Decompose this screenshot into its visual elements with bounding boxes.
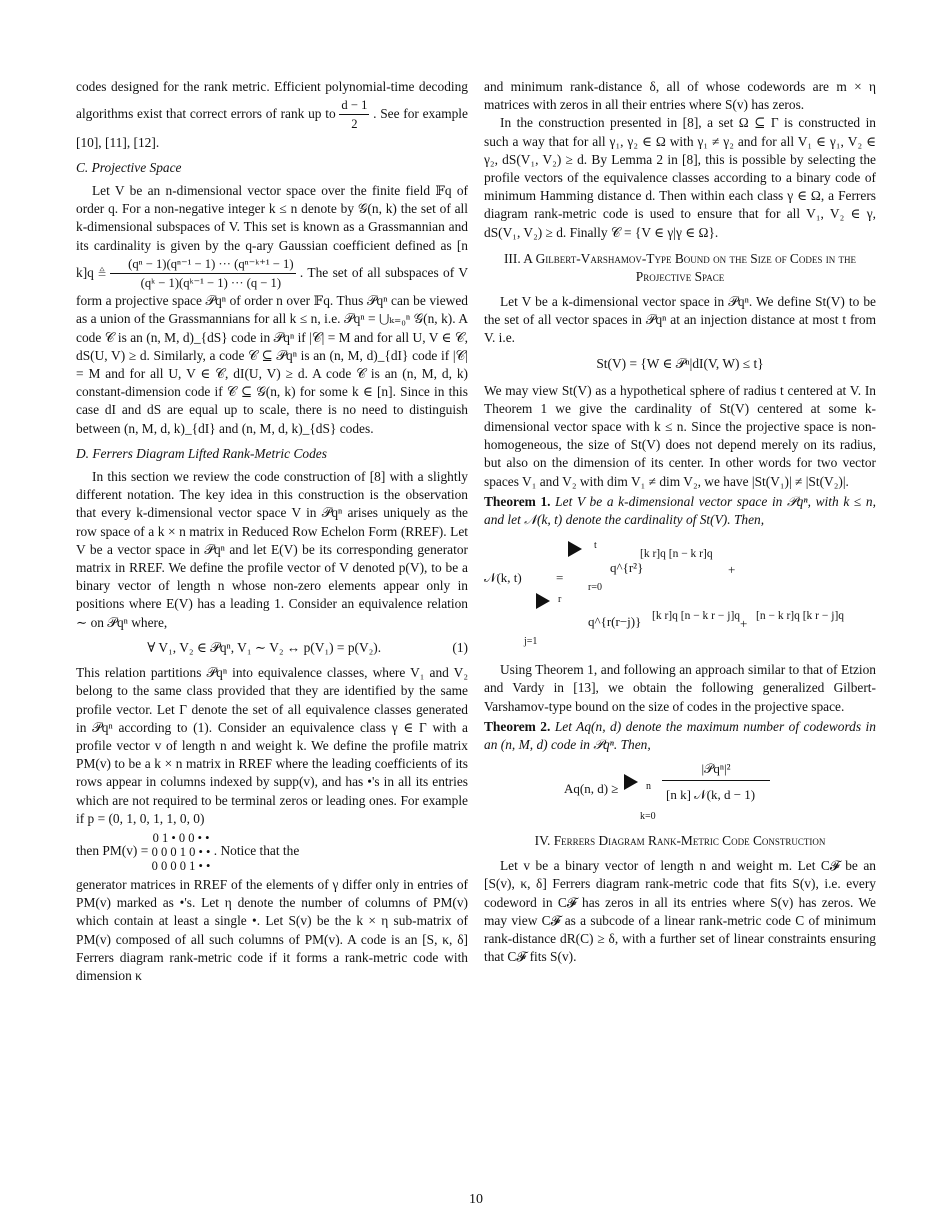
paragraph-projective-space: Let V be an n-dimensional vector space over the finite field 𝔽q of order q. For a non-negative integer k ≤ n denote by 𝒢(n, k) the set of all k-dimensional subspaces of V. This set is known as a Grassmannian and its cardinality is given by the q-ary Gaussian coefficient defined as [n k]q ≜ $\frac{\text{(qⁿ − 1)(qⁿ⁻¹ − 1) ··· (qⁿ⁻ᵏ⁺¹ − 1)}}{\text{(qᵏ − 1)(qᵏ⁻¹ − 1) ··· (q − 1)}}$ . The set of all subspaces of V form a projective space 𝒫qⁿ of order n over 𝔽q. Thus 𝒫qⁿ can be viewed as a union of the Grassmannians for all k ≤ n, i.e. 𝒫qⁿ = ⋃ₖ₌₀ⁿ 𝒢(n, k). A code 𝒞 is an (n, M, d)_{dS} code in 𝒫qⁿ if |𝒞| = M and for all U, V ∈ 𝒞, dS(U, V) ≥ d. Similarly, a code 𝒞 ⊆ 𝒫qⁿ is an (n, M, d)_{dI} code if |𝒞| = M and for all U, V ∈ 𝒞, dI(U, V) ≥ d. A code 𝒞 is an (n, M, d, k) constant-dimension code if 𝒞 ⊆ 𝒢(n, k) for some k ∈ [n]. Since in this case dI and dS are equal up to scale, there is no need to distinguish between (n, M, d, k)_{dI} and (n, M, d, k)_{dS} codes. bbox=[76, 183, 468, 436]
profile-matrix bbox=[152, 831, 211, 873]
subsection-heading-c: C. Projective Space bbox=[76, 159, 182, 175]
paragraph-ferrers-construction: Let v be a binary vector of length n and weight m. Let C𝓕 be an [S(v), κ, δ] Ferrers diagram rank-metric code that fits S(v), i.e. every codeword in C𝓕 has zeros in all its entries where S(v) has zeros. We may view C𝓕 as a subcode of a linear rank-metric code C of minimum rank-distance dR(C) ≥ δ, with a further set of linear constraints ensuring that C𝓕 fits S(v). bbox=[484, 858, 876, 965]
sum1-q-power: q^{r²} bbox=[610, 560, 644, 576]
sum1-gaussian-product: [k r]q [n − k r]q bbox=[640, 548, 713, 561]
matrix-row: 0 1 • 0 0 • • bbox=[152, 830, 210, 845]
plus-1: + bbox=[728, 562, 736, 578]
bound-denominator: [n k] 𝒩(k, d − 1) bbox=[666, 787, 756, 803]
left-column bbox=[76, 78, 468, 985]
equation-1 bbox=[76, 639, 468, 657]
theorem-1 bbox=[484, 493, 876, 529]
section-heading-iii: III. A Gilbert-Varshamov-Type Bound on the Size of Codes in the Projective Space bbox=[503, 250, 857, 284]
sum-sign-icon bbox=[624, 774, 638, 795]
sum2-gaussian-product-2: [n − k r]q [k r − j]q bbox=[756, 610, 845, 623]
gaussian-coefficient-fraction: $\frac{\text{(qⁿ − 1)(qⁿ⁻¹ − 1) ··· (qⁿ⁻ᵏ⁺¹ − 1)}}{\text{(qᵏ − 1)(qᵏ⁻¹ − 1) ··· (q − 1)}}$ bbox=[110, 255, 295, 292]
theorem-1-label: Theorem 1. bbox=[484, 493, 551, 509]
bound-sum-upper: n bbox=[646, 781, 651, 793]
sum2-upper: r bbox=[558, 594, 562, 606]
page-number: 10 bbox=[469, 1192, 483, 1207]
sum-sign-icon bbox=[568, 541, 582, 562]
paragraph-equivalence-classes: This relation partitions 𝒫qⁿ into equivalence classes, where V₁ and V₂ belong to the same class provided that they are identified by the same profile vector. Let Γ denote the set of all equivalence classes generated in 𝒫qⁿ according to (1). Consider an equivalence class γ ∈ Γ with a profile vector v of length n and weight k. We define the profile matrix PM(v) to be a k × n matrix in RREF where the leading coefficients of its rows appear in columns indexed by supp(v), and has •'s in all its entries which are not required to be terminal zeros or leading ones. For example if p = (0, 1, 0, 1, 1, 0, 0) bbox=[76, 665, 468, 826]
paragraph-sphere-def: Let V be a k-dimensional vector space in 𝒫qⁿ. We define St(V) to be the set of all vector spaces in 𝒫qⁿ at an injection distance at most t from V. i.e. bbox=[484, 293, 876, 346]
paragraph-gv-bound: Using Theorem 1, and following an approach similar to that of Etzion and Vardy in [13], we obtain the following generalized Gilbert-Varshamov-type bound on the size of codes in the projective space. bbox=[484, 662, 876, 714]
paragraph-rank-distance: and minimum rank-distance δ, all of whose codewords are m × η matrices with zeros in all their entries where S(v) has zeros. bbox=[484, 79, 876, 113]
right-column bbox=[484, 78, 876, 967]
paragraph-intro: codes designed for the rank metric. Efficient polynomial-time decoding algorithms exist that correct errors of rank up to $\frac{d - 1}{2}$ . See for example [10], [11], [12]. bbox=[76, 79, 468, 150]
theorem-2-text: Let Aq(n, d) denote the maximum number of codewords in an (n, M, d) code in 𝒫qⁿ. Then, bbox=[484, 718, 876, 753]
fraction-d-minus-1-over-2: $\frac{d - 1}{2}$ bbox=[341, 98, 368, 132]
formula-equals: = bbox=[556, 570, 564, 586]
paragraph-construction: In the construction presented in [8], a set Ω ⊆ Γ is constructed in such a way that for all γ₁, γ₂ ∈ Ω with γ₁ ≠ γ₂ and for all V₁ ∈ γ₁, V₂ ∈ γ₂, dS(V₁, V₂) ≥ d. By Lemma 2 in [8], this is possible by selecting the profile vectors of the equivalence classes according to a binary code of minimum Hamming distance d. Then within each class γ ∈ Ω, a Ferrers diagram rank-metric code is used to ensure that for all V₁, V₂ ∈ γ, dS(V₁, V₂) ≥ d. Finally 𝒞 = {V ∈ γ|γ ∈ Ω}. bbox=[484, 115, 876, 240]
sum1-upper: t bbox=[594, 540, 597, 552]
paragraph-ferrers-definition: generator matrices in RREF of the elements of γ differ only in entries of PM(v) marked as •'s. Let η denote the number of columns of PM(v) which contain at least a single •. Let S(v) be the k × η sub-matrix of PM(v) composed of all such columns of PM(v). A code is an [S, κ, δ] Ferrers diagram rank-metric code if it forms a rank-metric code with dimension κ bbox=[76, 876, 468, 983]
formula-lhs: 𝒩(k, t) bbox=[484, 570, 522, 586]
sum2-q-power: q^{r(r−j)} bbox=[588, 614, 642, 630]
paragraph-profile-matrix: then PM(v) = 0 1 • 0 0 • • 0 0 0 1 0 • • 0 0 0 0 1 • • . Notice that the bbox=[76, 830, 300, 873]
sum2-gaussian-product-1: [k r]q [n − k r − j]q bbox=[652, 610, 741, 623]
paragraph-sphere-view: We may view St(V) as a hypothetical sphere of radius t centered at V. In Theorem 1 we give the cardinality of St(V) centered at some k-dimensional vector space with k ≤ n. Since the projective space is non-homogeneous, the size of St(V) does not depend merely on its radius, but also on the dimension of its center. In other words for two vector spaces V₁ and V₂ with dim V₁ ≠ dim V₂, we have |St(V₁)| ≠ |St(V₂)|. bbox=[484, 382, 876, 489]
theorem-2 bbox=[484, 718, 876, 754]
theorem-1-formula bbox=[484, 535, 876, 653]
bound-sum-lower: k=0 bbox=[640, 811, 656, 823]
matrix-row: 0 0 0 0 1 • • bbox=[151, 858, 211, 873]
bound-lhs: Aq(n, d) ≥ bbox=[564, 781, 619, 797]
sum2-lower: j=1 bbox=[524, 636, 538, 648]
theorem-1-text: Let V be a k-dimensional vector space in 𝒫qⁿ, with k ≤ n, and let 𝒩(k, t) denote the cardinality of St(V). Then, bbox=[484, 493, 876, 528]
subsection-heading-d: D. Ferrers Diagram Lifted Rank-Metric Codes bbox=[76, 445, 327, 461]
gaussian-coefficient-lhs: [n k]q ≜ bbox=[76, 237, 468, 280]
equation-1-body: ∀ V₁, V₂ ∈ 𝒫qⁿ, V₁ ∼ V₂ ↔ p(V₁) = p(V₂). bbox=[147, 639, 382, 655]
equation-1-number: (1) bbox=[452, 639, 468, 655]
plus-2: + bbox=[740, 616, 748, 632]
theorem-2-label: Theorem 2. bbox=[484, 718, 551, 734]
paragraph-ferrers-intro: In this section we review the code construction of [8] with a slightly different notation. The key idea in this construction is the observation that every k-dimensional vector space V in 𝒫qⁿ arises uniquely as the row space of a k × n matrix in Reduced Row Echelon Form (RREF). Let V be a vector space in 𝒫qⁿ and let E(V) be its corresponding generator matrix in RREF. We define the profile vector of V denoted p(V), to be a binary vector of length n whose non-zero elements appear only in positions where E(V) has a leading 1. Consider an equivalence relation ∼ on 𝒫qⁿ where, bbox=[76, 469, 468, 630]
section-heading-iv: IV. Ferrers Diagram Rank-Metric Code Construction bbox=[534, 833, 826, 849]
equation-sphere: St(V) = {W ∈ 𝒫ⁿ|dI(V, W) ≤ t} bbox=[596, 356, 764, 372]
bound-numerator: |𝒫qⁿ|² bbox=[662, 760, 770, 781]
sum-sign-icon bbox=[536, 593, 550, 614]
matrix-row: 0 0 0 1 0 • • bbox=[151, 844, 211, 859]
sum1-lower: r=0 bbox=[588, 582, 602, 594]
theorem-2-bound bbox=[484, 758, 876, 824]
